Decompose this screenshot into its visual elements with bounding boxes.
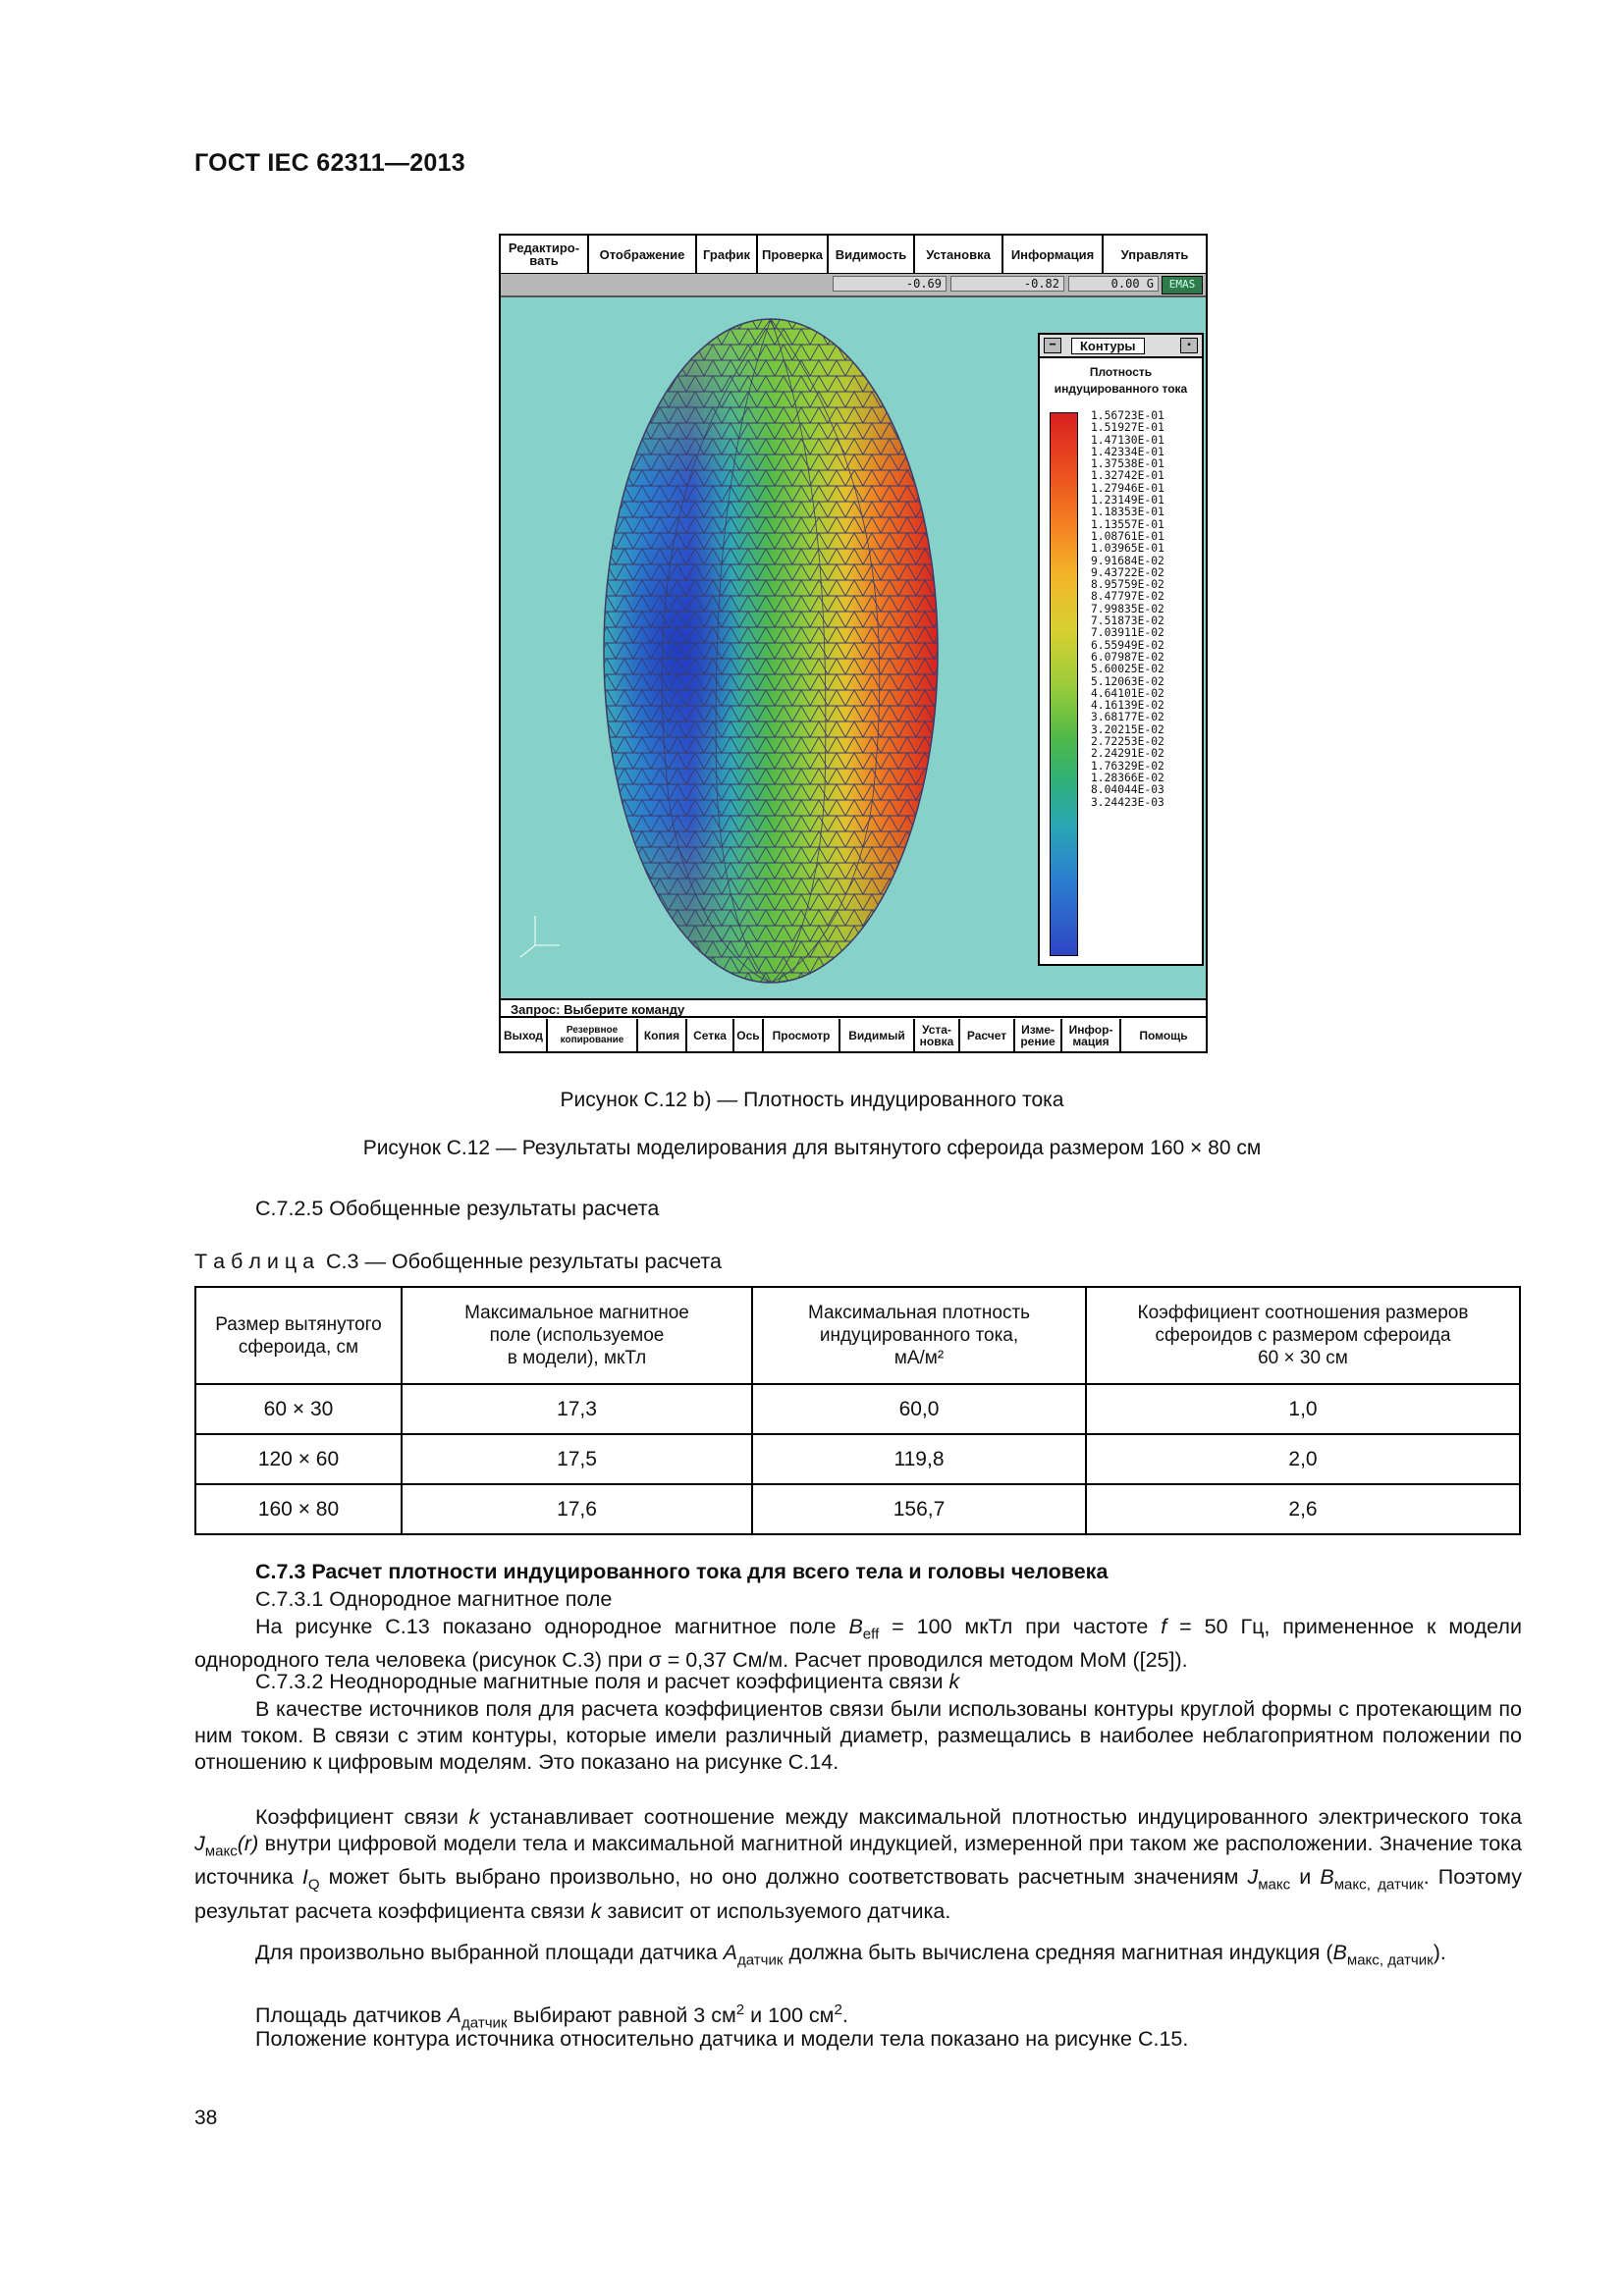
symbol-b: B xyxy=(1332,1941,1347,1964)
coordinate-bar xyxy=(501,274,1206,297)
cmd-info[interactable]: Инфор- мация xyxy=(1062,1019,1121,1051)
table-header-row xyxy=(195,1287,1520,1384)
subscript-dat: датчик xyxy=(461,2014,508,2032)
symbol-f: f xyxy=(1161,1615,1167,1638)
legend-value: 1.13557E-01 xyxy=(1091,517,1164,531)
section-c725-title: С.7.2.5 Обобщенные результаты расчета xyxy=(255,1197,660,1220)
3d-viewport[interactable] xyxy=(501,297,1206,998)
symbol-r: (r) xyxy=(237,1832,259,1855)
paragraph-3 xyxy=(194,1804,1522,1925)
symbol-b: B xyxy=(1320,1865,1334,1890)
legend-value: 1.42334E-01 xyxy=(1091,445,1164,458)
legend-value: 3.68177E-02 xyxy=(1091,711,1164,724)
figure-caption-b: Рисунок С.12 b) — Плотность индуцированного тока xyxy=(560,1089,1064,1111)
symbol-j: J xyxy=(1247,1865,1259,1890)
cmd-visible[interactable]: Видимый xyxy=(840,1019,915,1051)
legend-value: 7.51873E-02 xyxy=(1091,614,1164,628)
text-run: зависит от используемого датчика. xyxy=(601,1898,951,1923)
cmd-grid[interactable]: Сетка xyxy=(687,1019,734,1051)
legend-window-title: Контуры xyxy=(1071,338,1145,354)
cmd-exit[interactable]: Выход xyxy=(501,1019,548,1051)
text-run: и xyxy=(1290,1865,1321,1890)
menu-visibility[interactable]: Видимость xyxy=(829,236,915,273)
text-run: ). xyxy=(1433,1941,1446,1964)
symbol-b: B xyxy=(848,1615,863,1638)
subscript-maks: макс xyxy=(1258,1876,1291,1894)
symbol-k: k xyxy=(468,1805,480,1829)
superscript-2: 2 xyxy=(834,2002,842,2018)
legend-title-bar[interactable] xyxy=(1040,335,1202,358)
table-row xyxy=(195,1384,1520,1434)
table-title: Т а б л и ц а С.3 — Обобщенные результаты расчета xyxy=(194,1250,722,1273)
table-header: Коэффициент соотношения размеров сфероидов с размером сфероида 60 × 30 см xyxy=(1086,1287,1520,1384)
menu-display[interactable]: Отображение xyxy=(589,236,697,273)
text-run: внутри цифровой модели тела и максимальной магнитной индукцией, измеренной при таком же расположении. Значение тока источника xyxy=(194,1832,1522,1890)
cmd-setup[interactable]: Уста- новка xyxy=(915,1019,960,1051)
legend-value: 4.64101E-02 xyxy=(1091,686,1164,700)
table-cell: 17,5 xyxy=(402,1434,752,1484)
page-number: 38 xyxy=(194,2107,218,2129)
text-run: выбирают равной 3 см xyxy=(507,2003,736,2028)
table-row xyxy=(195,1484,1520,1534)
cmd-copy[interactable]: Копия xyxy=(638,1019,687,1051)
results-table xyxy=(194,1286,1521,1535)
top-menu-bar xyxy=(501,236,1206,275)
symbol-k: k xyxy=(590,1898,602,1923)
legend-value: 3.20215E-02 xyxy=(1091,722,1164,736)
cmd-measure[interactable]: Изме- рение xyxy=(1015,1019,1062,1051)
legend-value: 6.55949E-02 xyxy=(1091,638,1164,652)
subscript-maks-dat: макс, датчик xyxy=(1333,1876,1424,1894)
text-run: и 100 см xyxy=(744,2003,835,2028)
text-run: На рисунке С.13 показано однородное магнитное поле xyxy=(255,1615,849,1638)
table-cell: 120 × 60 xyxy=(195,1434,402,1484)
legend-value: 1.76329E-02 xyxy=(1091,759,1164,773)
simulation-window xyxy=(499,234,1208,1053)
cmd-help[interactable]: Помощь xyxy=(1139,1028,1188,1042)
menu-check[interactable]: Проверка xyxy=(758,236,829,273)
legend-value: 8.47797E-02 xyxy=(1091,590,1164,604)
text-run: . Поэтому результат расчета коэффициента связи xyxy=(194,1865,1522,1923)
text-run: Коэффициент связи xyxy=(255,1805,469,1829)
legend-value: 3.24423E-03 xyxy=(1091,795,1164,809)
color-scale-bar xyxy=(1050,412,1078,956)
cmd-calc[interactable]: Расчет xyxy=(960,1019,1015,1051)
page-header: ГОСТ IEC 62311—2013 xyxy=(194,149,466,177)
contour-legend-window xyxy=(1038,333,1204,966)
emas-badge[interactable]: EMAS xyxy=(1162,276,1203,294)
legend-values xyxy=(1091,410,1164,809)
table-header: Максимальная плотность индуцированного тока, мА/м² xyxy=(752,1287,1086,1384)
subscript-dat: датчик xyxy=(736,1951,784,1969)
legend-value: 5.12063E-02 xyxy=(1091,674,1164,688)
table-cell: 17,6 xyxy=(402,1484,752,1534)
legend-value: 7.99835E-02 xyxy=(1091,602,1164,615)
superscript-2: 2 xyxy=(735,2002,745,2018)
cmd-backup[interactable]: Резервное копирование xyxy=(548,1019,638,1051)
figure-caption-main: Рисунок С.12 — Результаты моделирования для вытянутого сфероида размером 160 × 80 см xyxy=(362,1137,1262,1159)
bottom-command-bar xyxy=(501,1019,1206,1051)
table-cell: 60 × 30 xyxy=(195,1384,402,1434)
legend-value: 1.51927E-01 xyxy=(1091,421,1164,435)
cmd-axis[interactable]: Ось xyxy=(734,1019,764,1051)
paragraph-4 xyxy=(194,1940,1522,1973)
table-cell: 2,6 xyxy=(1086,1484,1520,1534)
legend-value: 1.37538E-01 xyxy=(1091,457,1164,471)
table-cell: 119,8 xyxy=(752,1434,1086,1484)
table-cell: 17,3 xyxy=(402,1384,752,1434)
symbol-i: I xyxy=(301,1865,308,1890)
legend-value: 1.08761E-01 xyxy=(1091,529,1164,543)
section-c731-title: С.7.3.1 Однородное магнитное поле xyxy=(255,1587,613,1611)
table-cell: 60,0 xyxy=(752,1384,1086,1434)
table-cell: 156,7 xyxy=(752,1484,1086,1534)
subscript-maks: макс xyxy=(204,1842,238,1860)
table-cell: 1,0 xyxy=(1086,1384,1520,1434)
table-row xyxy=(195,1434,1520,1484)
coord-z: 0.00 G xyxy=(1068,276,1159,292)
legend-value: 9.91684E-02 xyxy=(1091,554,1164,567)
symbol-a: A xyxy=(447,2003,461,2028)
table-header: Максимальное магнитное поле (используемое в модели), мкТл xyxy=(402,1287,752,1384)
cmd-view[interactable]: Просмотр xyxy=(764,1019,840,1051)
legend-value: 8.04044E-03 xyxy=(1091,783,1164,797)
text-run: = 100 мкТл при частоте xyxy=(879,1615,1162,1638)
menu-graph[interactable]: График xyxy=(697,236,758,273)
window-minimize-icon[interactable]: ▪ xyxy=(1180,338,1198,353)
command-prompt[interactable]: Запрос: Выберите команду xyxy=(501,998,1206,1018)
legend-value: 1.56723E-01 xyxy=(1091,409,1164,422)
coord-x: -0.69 xyxy=(833,276,947,292)
legend-value: 8.95759E-02 xyxy=(1091,578,1164,592)
section-c732-title xyxy=(255,1669,959,1695)
legend-value: 5.60025E-02 xyxy=(1091,663,1164,676)
paragraph-2: В качестве источников поля для расчета коэффициентов связи были использованы контуры круглой формы с протекающим по ним током. В связи с этим контуры, которые имели различный диаметр, размещались в наиболее неблагоприятном положении по отношению к цифровым моделям. Это показано на рисунке С.14. xyxy=(194,1697,1522,1774)
legend-value: 1.32742E-01 xyxy=(1091,469,1164,483)
legend-value: 1.03965E-01 xyxy=(1091,542,1164,556)
legend-value: 9.43722E-02 xyxy=(1091,565,1164,579)
symbol-a: A xyxy=(723,1941,737,1964)
window-menu-icon[interactable]: ━ xyxy=(1044,338,1061,353)
axis-icon xyxy=(520,916,560,957)
legend-value: 2.72253E-02 xyxy=(1091,735,1164,749)
legend-value: 1.47130E-01 xyxy=(1091,433,1164,447)
legend-heading: Плотность индуцированного тока xyxy=(1054,365,1188,396)
subscript-q: Q xyxy=(307,1876,320,1894)
legend-value: 2.24291E-02 xyxy=(1091,747,1164,761)
table-cell: 2,0 xyxy=(1086,1434,1520,1484)
legend-value: 7.03911E-02 xyxy=(1091,626,1164,640)
text-run: Площадь датчиков xyxy=(255,2003,448,2028)
legend-value: 6.07987E-02 xyxy=(1091,650,1164,664)
text-run: С.7.3.2 Неоднородные магнитные поля и расчет коэффициента связи xyxy=(255,1670,949,1693)
paragraph-1 xyxy=(194,1614,1522,1674)
section-c73-title: С.7.3 Расчет плотности индуцированного тока для всего тела и головы человека xyxy=(255,1560,1109,1583)
legend-value: 1.28366E-02 xyxy=(1091,771,1164,784)
coord-y: -0.82 xyxy=(950,276,1064,292)
text-run: устанавливает соотношение между максимальной плотностью индуцированного электрического тока xyxy=(479,1805,1522,1829)
text-run: = 50 Гц, примененное к модели однородного тела человека (рисунок С.3) при σ = 0,37 См/м. Расчет проводился методом МоМ ([25]). xyxy=(194,1615,1522,1673)
menu-info[interactable]: Информация xyxy=(1003,236,1104,273)
legend-value: 1.18353E-01 xyxy=(1091,506,1164,519)
legend-value: 1.23149E-01 xyxy=(1091,494,1164,507)
subscript-eff: eff xyxy=(862,1626,880,1643)
text-run: должна быть вычислена средняя магнитная индукция ( xyxy=(783,1941,1333,1964)
symbol-j: J xyxy=(194,1832,205,1855)
paragraph-6: Положение контура источника относительно датчика и модели тела показано на рисунке С.15. xyxy=(255,2027,1189,2051)
menu-control[interactable]: Управлять xyxy=(1120,246,1189,262)
table-header: Размер вытянутого сфероида, см xyxy=(195,1287,402,1384)
text-run: Для произвольно выбранной площади датчика xyxy=(255,1941,724,1964)
subscript-maks-dat: макс, датчик xyxy=(1346,1951,1434,1969)
text-run: может быть выбрано произвольно, но оно должно соответствовать расчетным значениям xyxy=(319,1865,1248,1890)
text-run: . xyxy=(841,2003,848,2028)
legend-value: 1.27946E-01 xyxy=(1091,481,1164,495)
menu-setup[interactable]: Установка xyxy=(915,236,1003,273)
menu-edit[interactable]: Редактиро- вать xyxy=(501,236,589,273)
symbol-k: k xyxy=(948,1670,960,1693)
legend-value: 4.16139E-02 xyxy=(1091,699,1164,713)
table-cell: 160 × 80 xyxy=(195,1484,402,1534)
